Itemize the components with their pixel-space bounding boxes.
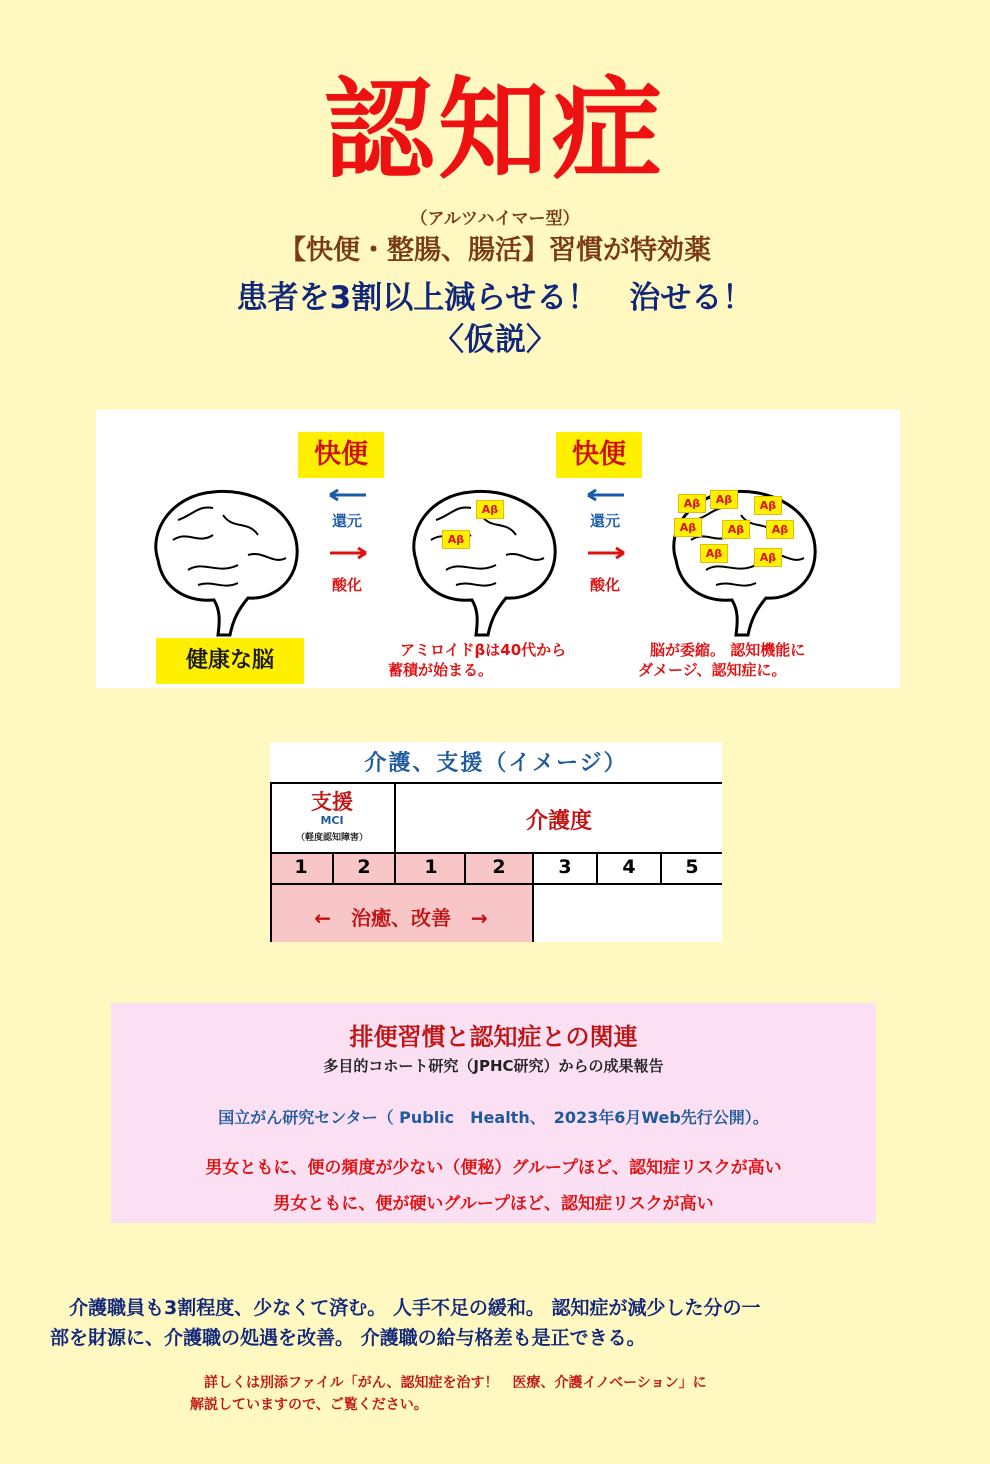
amyloid-badge: Aβ [674,518,702,537]
table-line [270,782,722,784]
dementia-type-label: （アルツハイマー型） [410,209,580,229]
left-arrow-icon [586,488,626,502]
table-line [270,883,722,885]
caption-middle-line2: 蓄積が始まる。 [388,661,494,679]
right-arrow-icon [586,546,626,560]
caption-middle [388,640,566,680]
claim-heading: 患者を3割以上減らせる！ 治せる！ [236,280,754,316]
care-level-3: 3 [558,856,572,878]
habit-heading: 【快便・整腸、腸活】習慣が特効薬 [279,235,711,266]
study-subtitle: 多目的コホート研究（JPHC研究）からの成果報告 [323,1057,664,1075]
summary-line-1: 介護職員も3割程度、少なくて済む。 人手不足の緩和。 認知症が減少した分の一 [50,1297,761,1319]
support-level-1: 1 [294,856,308,878]
mci-label: MCI [320,814,344,827]
brain-diagram [96,410,900,688]
reference-note [190,1372,890,1416]
table-line [270,852,722,854]
support-label: 支援 [311,790,353,814]
amyloid-badge: Aβ [678,494,706,513]
mci-note: （軽度認知障害） [295,833,368,843]
oxidation-label-right: 酸化 [590,576,621,594]
summary-line-2: 部を財源に、介護職の処遇を改善。 介護職の給与格差も是正できる。 [50,1327,646,1349]
oxidation-label-left: 酸化 [332,576,363,594]
care-level-label: 介護度 [525,809,592,834]
care-table-title: 介護、支援（イメージ） [364,751,628,776]
care-level-4: 4 [622,856,636,878]
study-finding-2: 男女ともに、便が硬いグループほど、認知症リスクが高い [273,1194,714,1214]
caption-right-line1: 脳が委縮。 認知機能に [650,641,806,659]
page-title: 認知症 [324,66,666,194]
study-box [111,1003,876,1223]
hypothesis-label: 〈仮説〉 [433,322,557,358]
care-level-5: 5 [685,856,699,878]
caption-right [638,640,805,680]
left-arrow-icon [328,488,368,502]
care-level-table [270,742,722,942]
note-line-1: 詳しくは別添ファイル「がん、認知症を治す！ 医療、介護イノベーション」に [190,1375,707,1391]
caption-middle-line1: アミロイドβは40代から [400,641,567,659]
kaiben-label-left: 快便 [298,432,384,478]
care-level-1: 1 [424,856,438,878]
improvement-label: ← 治癒、改善 → [314,906,488,930]
reduction-label-right: 還元 [590,512,621,530]
amyloid-badge: Aβ [476,500,504,519]
amyloid-badge: Aβ [700,544,728,563]
amyloid-badge: Aβ [710,490,738,509]
amyloid-badge: Aβ [442,530,470,549]
support-level-2: 2 [357,856,371,878]
right-arrow-icon [328,546,368,560]
study-title: 排便習慣と認知症との関連 [349,1023,638,1051]
healthy-brain-label: 健康な脳 [156,638,304,684]
study-finding-1: 男女ともに、便の頻度が少ない（便秘）グループほど、認知症リスクが高い [205,1158,782,1178]
amyloid-badge: Aβ [722,520,750,539]
healthy-brain-icon [138,480,308,640]
caption-right-line2: ダメージ、認知症に。 [638,661,787,679]
summary-paragraph [50,1293,940,1353]
care-level-2: 2 [492,856,506,878]
kaiben-label-right: 快便 [556,432,642,478]
amyloid-badge: Aβ [754,548,782,567]
study-source: 国立がん研究センター（ Public Health、 2023年6月Web先行公開）。 [218,1108,769,1127]
reduction-label-left: 還元 [332,512,363,530]
amyloid-badge: Aβ [766,520,794,539]
amyloid-badge: Aβ [754,496,782,515]
note-line-2: 解説していますので、ご覧ください。 [190,1397,428,1413]
